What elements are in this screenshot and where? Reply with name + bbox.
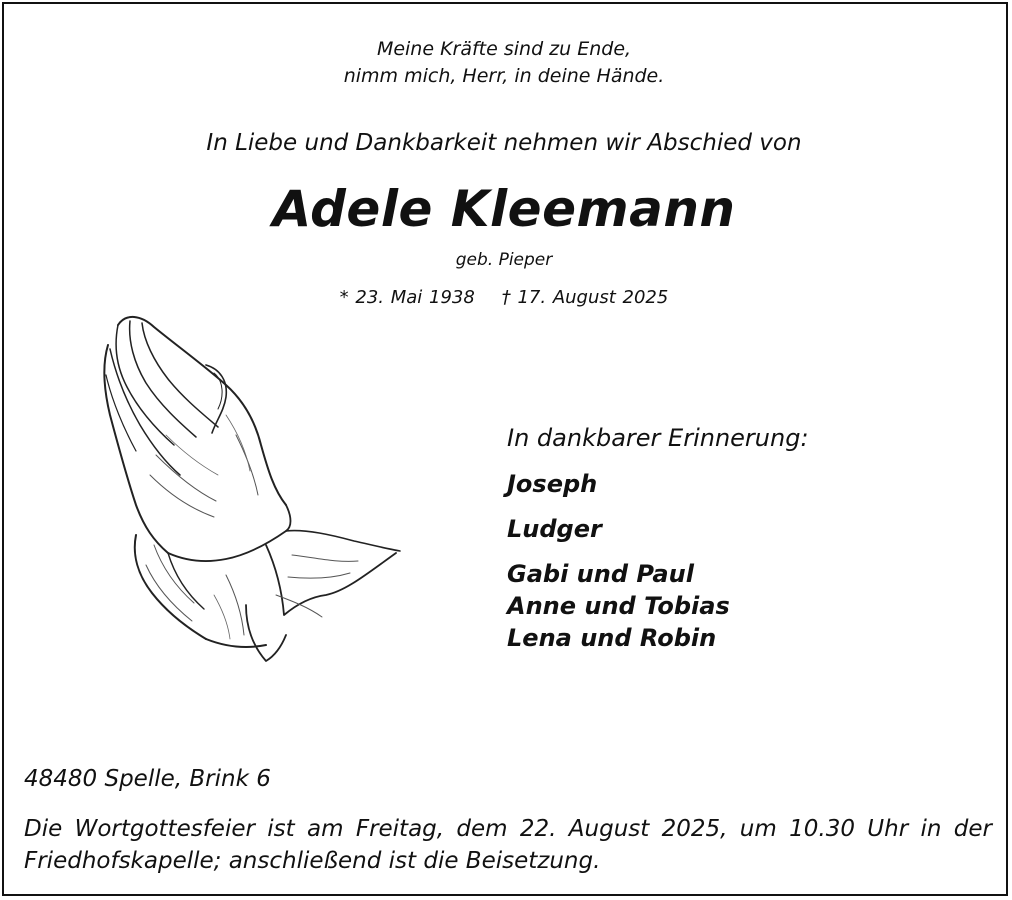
family-heading: In dankbarer Erinnerung: (507, 424, 809, 452)
family-member: Anne und Tobias (507, 592, 730, 620)
family-member: Joseph (507, 470, 598, 498)
verse-line-1: Meine Kräfte sind zu Ende, (376, 38, 632, 60)
verse-line-2: nimm mich, Herr, in deine Hände. (343, 65, 665, 87)
maiden-name: geb. Pieper (455, 250, 553, 270)
family-section (507, 424, 809, 654)
address: 48480 Spelle, Brink 6 (24, 766, 271, 792)
service-notice: Die Wortgottesfeier ist am Freitag, dem 22. August 2025, um 10.30 Uhr in der Friedhofskapelle; anschließend ist die Beisetzung. (24, 816, 992, 874)
family-member: Lena und Robin (507, 624, 717, 652)
verse (0, 36, 1008, 90)
family-member: Ludger (507, 515, 602, 543)
deceased-name: Adele Kleemann (272, 180, 736, 238)
intro-text: In Liebe und Dankbarkeit nehmen wir Abschied von (206, 130, 802, 156)
family-member: Gabi und Paul (507, 560, 694, 588)
birth-date: * 23. Mai 1938 (339, 287, 475, 308)
praying-hands-icon (96, 305, 406, 670)
death-date: † 17. August 2025 (501, 287, 669, 308)
